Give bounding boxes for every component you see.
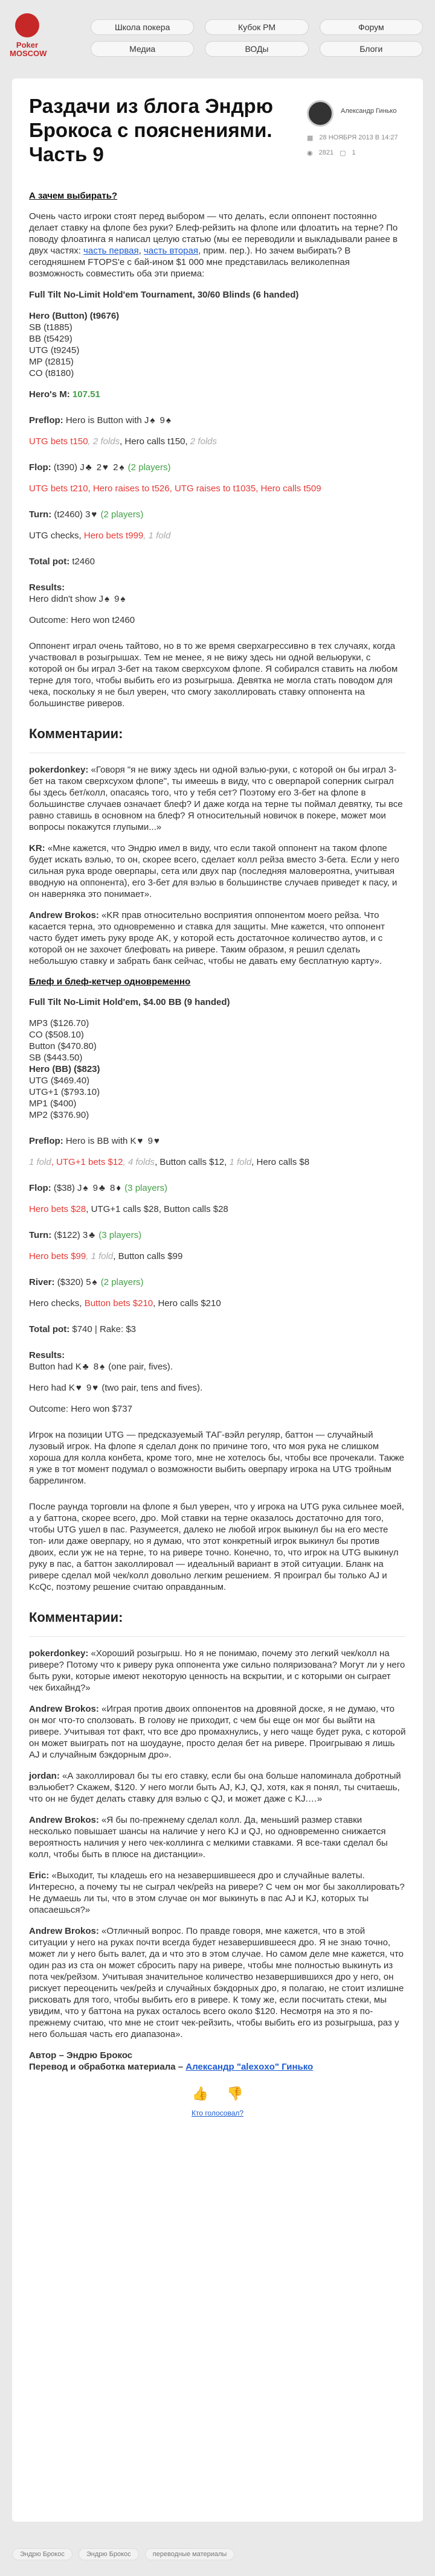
result-text: Hero had [29, 1383, 69, 1393]
comment-text: «А заколлировал бы ты его ставку, если бы она больше напоминала добротный вэльюбет? Скажем, $120. У него могли быть AJ, KJ, QJ, хотя, как я понял, ты считаешь, что он не будет делать ставку для вэлью с QJ, и может даже с KJ.…» [29, 1771, 401, 1804]
preflop-text: Hero is Button with [65, 415, 144, 426]
preflop-text: Hero is BB with [65, 1136, 130, 1146]
action-red: , UTG+1 bets $12 [51, 1157, 123, 1167]
hand1-seat: MP (t2815) [29, 357, 74, 367]
hand2-river-actions [29, 1298, 406, 1309]
action-grey: 2 folds [190, 436, 217, 447]
divider [29, 1636, 406, 1637]
nav-blogs[interactable]: Блоги [320, 41, 423, 57]
comment [29, 1770, 406, 1805]
hand2-seat: CO ($508.10) [29, 1030, 84, 1040]
action-text: , Hero calls $210 [153, 1298, 221, 1309]
comment-text: «Хороший розыгрыш. Но я не понимаю, почему это легкий чек/колл на ривере? Потому что к риверу рука оппонента уже сильно поляризована? Могут ли у него быть руки, которые имеют некоторую ценность на вскрытии, и с которыми он сыграет чек бихайнд?» [29, 1648, 405, 1693]
author-name[interactable]: Александр Гинько [341, 107, 397, 115]
action-red: Button bets $210 [84, 1298, 153, 1309]
eye-icon: ◉ [307, 150, 313, 157]
hand2-outcome: Outcome: Hero won $737 [29, 1404, 132, 1414]
top-bar [0, 0, 435, 78]
heros-m-value: 107.51 [72, 389, 100, 400]
preflop-label: Preflop: [29, 415, 66, 426]
comment [29, 1703, 406, 1761]
cards-icon: J♠ 9♠ [98, 594, 127, 604]
comment [29, 1814, 406, 1860]
thumbs-down-icon[interactable]: 👎 [227, 2086, 243, 2101]
link-part-one[interactable]: часть первая [83, 246, 139, 256]
comment [29, 910, 406, 967]
action-grey: , 2 folds [88, 436, 120, 447]
link-part-two[interactable]: часть вторая [143, 246, 198, 256]
turn-pot: (t2460) [54, 509, 86, 520]
hand1-preflop-actions [29, 436, 406, 447]
comment [29, 1870, 406, 1916]
hand2-seat: MP2 ($376.90) [29, 1110, 89, 1120]
players-count: (2 players) [98, 1277, 144, 1287]
hand2-result-button [29, 1361, 406, 1372]
action-text: , Hero calls $8 [251, 1157, 310, 1167]
hand2-turn [29, 1229, 406, 1241]
author-box [307, 100, 410, 157]
turn-label: Turn: [29, 509, 54, 520]
hand2-preflop [29, 1135, 406, 1147]
article-stats [307, 149, 410, 157]
cards-icon: 3♣ [82, 1230, 97, 1240]
hand2-seat: UTG+1 ($793.10) [29, 1087, 100, 1097]
cards-icon: J♠ 9♠ [144, 415, 172, 426]
nav-cup[interactable]: Кубок РМ [205, 19, 308, 35]
action-red: Hero bets $99 [29, 1251, 86, 1261]
article-date-row [307, 134, 410, 142]
page-title: Раздачи из блога Эндрю Брокоса с пояснениями. Часть 9 [29, 95, 273, 165]
action-grey: , 1 fold [143, 531, 171, 541]
players-count: (3 players) [96, 1230, 142, 1240]
paragraph-1 [29, 211, 406, 279]
paragraph-3: Игрок на позиции UTG — предсказуемый ТАГ-вэйл регуляр, баттон — случайный лузовый игрок. На флопе я сделал донк по причине того, что моя рука не слишком хороша для колла конбета, кроме того, мне не хотелось бы, чтобы все прочекали. Также я уже в тот момент подумал о возможности выбить оверпару игрока на UTG тройным баррелингом. [29, 1430, 404, 1486]
nav-vod[interactable]: ВОДы [205, 41, 308, 57]
action-text: , Button calls $99 [113, 1251, 183, 1261]
comment [29, 843, 406, 900]
site-logo[interactable] [10, 13, 45, 58]
comment-author: pokerdonkey: [29, 765, 89, 775]
hand2-total-pot [29, 1324, 406, 1335]
tag[interactable]: переводные материалы [145, 2548, 235, 2560]
action-grey: , 1 fold [86, 1251, 114, 1261]
action-grey: 1 fold [29, 1157, 51, 1167]
article-date: 28 НОЯБРЯ 2013 В 14:27 [319, 134, 398, 141]
hand2-result-hero [29, 1382, 406, 1394]
turn-pot: ($122) [54, 1230, 83, 1240]
total-pot-label: Total pot: [29, 556, 72, 567]
avatar[interactable] [307, 100, 334, 127]
hand2-results-label: Results: [29, 1350, 65, 1360]
hand1-result-hero [29, 593, 406, 605]
comment-text: «Выходит, ты кладешь его на незавершившееся дро и случайные валеты. Интересно, а почему ты не сыграл чек/рейз на ривере? С чем он мог бы заколлировать? Не думаешь ли ты, что в этом случае он мог выкинуть в пас AJ и KJ, которых ты опасаешься?» [29, 1870, 405, 1915]
river-pot: ($320) [57, 1277, 86, 1287]
result-text: Button had [29, 1362, 76, 1372]
result-text: Hero didn't show [29, 594, 99, 604]
total-pot-value: t2460 [72, 556, 95, 567]
flop-pot: ($38) [53, 1183, 78, 1193]
cards-icon: K♥ 9♥ [68, 1383, 100, 1393]
hand2-hero: Hero (BB) ($823) [29, 1064, 100, 1074]
total-pot-value: $740 | Rake: $3 [72, 1324, 137, 1334]
nav-poker-school[interactable]: Школа покера [91, 19, 194, 35]
hand1-seat: BB (t5429) [29, 334, 72, 344]
comment-author: KR: [29, 843, 45, 853]
total-pot-label: Total pot: [29, 1324, 72, 1334]
action-text: Hero checks, [29, 1298, 85, 1309]
flop-pot: (t390) [53, 462, 80, 473]
hand1-flop [29, 462, 406, 473]
hand1-total-pot [29, 556, 406, 567]
heros-m-label: Hero's M: [29, 389, 72, 400]
hand2-seat: MP3 ($126.70) [29, 1018, 89, 1028]
comment-author: pokerdonkey: [29, 1648, 89, 1659]
hand2-flop [29, 1182, 406, 1194]
section-heading-2: Блеф и блеф-кетчер одновременно [29, 977, 191, 987]
turn-label: Turn: [29, 1230, 54, 1240]
translator-link[interactable]: Александр "alexoxo" Гинько [185, 2062, 314, 2072]
comment-text: «Играя против двоих оппонентов на дровяной доске, я не думаю, что он мог что-то сползовать. В голову не приходит, с чем бы еще он мог бы выйти на ривере. Учитывая тот факт, что все дро промахнулись, у него чаще будет рука, с которой он может выиграть пот на шоудауне, просто делая бет на ривере. Проигрываю я лишь AJ и случайным бэкдорным дро». [29, 1704, 406, 1760]
cards-icon: K♣ 8♠ [75, 1362, 106, 1372]
action-grey: 1 fold [229, 1157, 252, 1167]
hand1-results-label: Results: [29, 582, 65, 593]
flop-label: Flop: [29, 462, 54, 473]
hand2-seat: UTG ($469.40) [29, 1076, 90, 1086]
paragraph-4: После раунда торговли на флопе я был уверен, что у игрока на UTG рука сильнее моей, а у баттона, скорее всего, дро. Мой ставки на терне оказалось достаточно для того, чтобы UTG ушел в пас. Разумеется, далеко не любой игрок выкинул бы на его месте топ- или даже оверпару, но я думаю, что этот конкретный игрок выкинул бы против двоих, если уж не на терне, то на ривере точно. Конечно, то, что игрок на UTG выкинул руку в пас, а баттон заколлировал — идеальный вариант в этой ситуации. Бланк на ривере сделал мой чек/колл довольно легким решением. Я проиграл бы только AJ и KcQc, поэтому решение считаю оправданным. [29, 1502, 404, 1592]
p1-text-a: Очень часто игроки стоят перед выбором — что делать, если оппонент постоянно делает ставку на флопе без руки? Блеф-рейзить на флопе или флоатить на терне? По поводу флоатинга я написал целую статью (мы ее переводили и выкладывали ранее в двух частях: [29, 211, 398, 256]
who-voted-link[interactable]: Кто голосовал? [191, 2109, 244, 2117]
thumbs-up-icon[interactable]: 👍 [192, 2086, 208, 2101]
hand2-seat: MP1 ($400) [29, 1098, 77, 1109]
main-nav [91, 19, 423, 57]
comments-heading-1: Комментарии: [29, 726, 123, 741]
comment-text: «Мне кажется, что Эндрю имел в виду, что если такой оппонент на таком флопе будет искать вэлью, то он, скорее всего, сделает колл рейза вместо 3-бета. Если у него сильная рука вроде оверпары, сета или двух пар (последняя маловероятна, учитывая вводную на оппонента), его 3-бет для вэлью в большинстве случаев приведет к пасу, и он наверняка это понимает». [29, 843, 399, 899]
comment-author: Andrew Brokos: [29, 1815, 99, 1825]
hand1-outcome: Outcome: Hero won t2460 [29, 615, 135, 625]
comment [29, 1925, 406, 2040]
hand1-turn [29, 509, 406, 520]
comment-text: «Говоря "я не вижу здесь ни одной вэлью-руки, с которой он бы играл 3-бет на таком сверхсухом флопе", ты имеешь в виду, что с оверпарой соперник сыграл бы здесь бет/колл, опасаясь того, что у тебя сет? Поэтому его 3-бет на флопе в большинстве случаев означает блеф? И даже когда на терне ты поймал девятку, ты все равно ставишь в основном на блеф? Я относительный новичок в покере, может мои вопросы покажутся глупыми...» [29, 765, 403, 832]
river-label: River: [29, 1277, 57, 1287]
nav-forum[interactable]: Форум [320, 19, 423, 35]
hand1-header: Full Tilt No-Limit Hold'em Tournament, 30/60 Blinds (6 handed) [29, 290, 299, 300]
comments-heading-2: Комментарии: [29, 1610, 123, 1625]
players-count: (2 players) [125, 462, 171, 473]
cards-icon: J♠ 9♣ 8♦ [77, 1183, 123, 1193]
action-red: Hero bets $28 [29, 1204, 86, 1214]
hand2-seat: Button ($470.80) [29, 1041, 97, 1051]
action-red: Hero bets t999 [83, 531, 144, 541]
tag-list [12, 2548, 234, 2560]
action-grey: , 4 folds [123, 1157, 155, 1167]
hand1-seat: SB (t1885) [29, 322, 72, 333]
byline-label: Перевод и обработка материала – [29, 2062, 186, 2072]
views-count: 2821 [318, 149, 334, 156]
rating-bar [29, 2086, 406, 2102]
tag[interactable]: Эндрю Брокос [79, 2548, 139, 2560]
comment-text: «Отличный вопрос. По правде говоря, мне кажется, что в этой ситуации у него на руках почти всегда будет незавершившееся дро. Я не знаю точно, может ли у него быть валет, да и что это в этом случае. Но самом деле мне кажется, что один раз из ста он может сбросить пару на ривере, чтобы мне полностью выкинуть из пота чек/рейзом. Учитывая значительное количество незавершившихся дро у него, он рискует переоценить чек/рейз и случайных бэкдорных дро, я полагаю, не стоит излишне рисковать для того, чтобы выбить его в ривере. К тому же, если посчитать стеки, мы увидим, что у баттона на руках осталось всего около $120. Несмотря на это я по-прежнему считаю, что мне не стоит чек-рейзить, чтобы выбить его из розыгрыша, раз у него большая часть его диапазона». [29, 1926, 404, 2039]
comment [29, 764, 406, 833]
hand1-preflop [29, 415, 406, 426]
comment-text: «KR прав относительно восприятия оппонентом моего рейза. Что касается терна, это одновременно и ставка для защиты. Мне кажется, что оппонент часто будет иметь руку вроде AK, у которой есть достаточное количество аутов, и с которой он не захочет блефовать на ривере. Таким образом, я решил сделать небольшую ставку и забрать банк сейчас, чтобы не давать ему бесплатную карту». [29, 910, 385, 966]
hand2-header: Full Tilt No-Limit Hold'em, $4.00 BB (9 handed) [29, 997, 230, 1007]
comment-author: Andrew Brokos: [29, 1704, 99, 1714]
hand2-flop-actions [29, 1204, 406, 1215]
comment-icon: ▢ [340, 150, 346, 157]
cards-icon: 5♠ [86, 1277, 98, 1287]
hand1-seat: CO (t8180) [29, 368, 74, 378]
players-count: (3 players) [122, 1183, 168, 1193]
calendar-icon: ▦ [307, 135, 314, 142]
comment-author: Andrew Brokos: [29, 1926, 99, 1936]
section-heading-1: А зачем выбирать? [29, 191, 118, 201]
byline-author: Автор – Эндрю Брокос [29, 2050, 133, 2061]
comment-text: «Я бы по-прежнему сделал колл. Да, меньший размер ставки несколько повышает шансы на наличие у него KJ и QJ, но одновременно снижается вероятность наличия у него чек-коллинга с мелкими ставками. Я все-таки сделал бы колл, чтобы быть в плюсе на дистанции». [29, 1815, 388, 1860]
hand1-turn-actions [29, 530, 406, 541]
hand1-heros-m [29, 389, 406, 400]
action-red: UTG bets t150 [29, 436, 88, 447]
preflop-label: Preflop: [29, 1136, 66, 1146]
comment-author: jordan: [29, 1771, 60, 1781]
p1-text-b: , прим. пер.). Но зачем выбирать? В сегодняшнем FTOPS'е с бай-ином $1 000 мне представилась великолепная возможность совместить оба эти приема: [29, 246, 351, 279]
comment-author: Eric: [29, 1870, 50, 1881]
hand1-seat: UTG (t9245) [29, 345, 80, 355]
action-text: , Hero calls t150, [120, 436, 190, 447]
hand1-hero: Hero (Button) (t9676) [29, 311, 120, 321]
byline-translator [29, 2061, 406, 2073]
cards-icon: 3♥ [85, 509, 98, 520]
comment-author: Andrew Brokos: [29, 910, 99, 920]
comment [29, 1648, 406, 1694]
p1-sep: , [138, 246, 144, 256]
action-text: UTG checks, [29, 531, 84, 541]
hand2-preflop-actions [29, 1156, 406, 1168]
action-text: , UTG+1 calls $28, Button calls $28 [86, 1204, 228, 1214]
nav-media[interactable]: Медиа [91, 41, 194, 57]
tag[interactable]: Эндрю Брокос [12, 2548, 72, 2560]
article-card [12, 78, 423, 2522]
result-text: (two pair, tens and fives). [99, 1383, 203, 1393]
hand2-seat: SB ($443.50) [29, 1053, 83, 1063]
players-count: (2 players) [98, 509, 144, 520]
result-text: (one pair, fives). [106, 1362, 173, 1372]
comments-count: 1 [352, 149, 356, 156]
hand1-flop-actions: UTG bets t210, Hero raises to t526, UTG raises to t1035, Hero calls t509 [29, 483, 321, 494]
logo-text: Poker MOSCOW [10, 40, 47, 58]
logo-icon [15, 13, 39, 37]
hand2-turn-actions [29, 1251, 406, 1262]
hand2-river [29, 1277, 406, 1288]
paragraph-2: Оппонент играл очень тайтово, но в то же время сверхагрессивно в тех случаях, когда участвовал в розыгрышах. Тем не менее, я не вижу здесь ни одной вельюруки, с которой он бы играл 3-бет на таком сверхсухом флопе. Я собирался ставить на любом терне для того, чтобы выбить его из розыгрыша. Девятка не могла стать поводом для чека, поскольку я не был уверен, что смогу заколлировать ставку оппонента на большинстве риверов. [29, 641, 398, 709]
cards-icon: K♥ 9♥ [130, 1136, 161, 1146]
action-text: , Button calls $12, [155, 1157, 230, 1167]
cards-icon: J♣ 2♥ 2♠ [80, 462, 126, 473]
flop-label: Flop: [29, 1183, 54, 1193]
